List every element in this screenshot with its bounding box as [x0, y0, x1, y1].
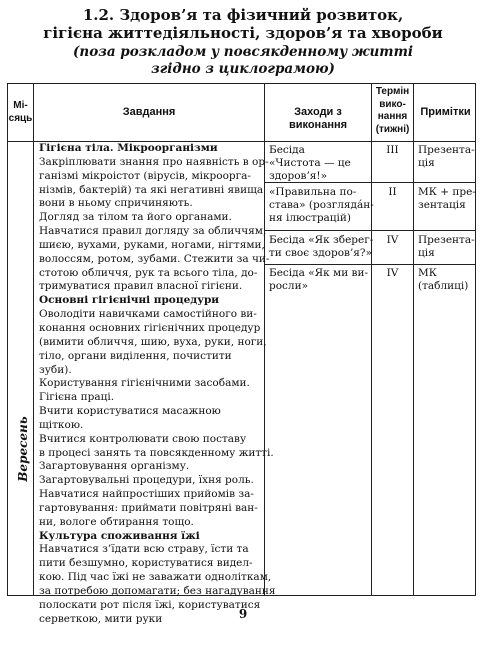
- page-number: 9: [238, 607, 248, 621]
- measure-cell: Бесіда «Чистота — це здоров’я!»: [269, 144, 351, 183]
- task-line: Вчити користуватися масажною: [39, 405, 221, 418]
- header-month: Мі- сяць: [8, 100, 33, 124]
- header-tasks: Завдання: [122, 106, 176, 118]
- task-line: Оволодіти навичками самостійного ви-: [39, 308, 257, 321]
- section-note-line2: згідно з циклограмою): [151, 61, 335, 77]
- section-subtitle: гігієна життедіяльності, здоров’я та хвороби: [43, 24, 443, 42]
- task-line: зуби).: [39, 363, 72, 376]
- notes-cell: МК + пре- зентація: [418, 186, 476, 212]
- task-line: Загартовування організму.: [39, 460, 190, 473]
- task-line: за потребою допомагати; без нагадування: [39, 585, 276, 597]
- task-line: ганізмі мікроістот (вірусів, мікроорга-: [39, 169, 251, 182]
- task-line: в процесі занять та повсякденному житті.: [39, 446, 274, 459]
- task-line: щіткою.: [39, 418, 84, 431]
- task-line: (вимити обличчя, шию, вуха, руки, ноги,: [39, 335, 267, 348]
- task-line: Користування гігієнічними засобами.: [39, 377, 250, 390]
- task-line: конання основних гігієнічних процедур: [39, 321, 261, 334]
- task-text: [39, 142, 276, 627]
- task-line: Гігієна праці.: [39, 391, 115, 404]
- task-line: кою. Під час їжі не заважати одноліткам,: [39, 571, 272, 584]
- notes-cell: Презента- ція: [418, 234, 475, 260]
- measure-cell: Бесіда «Як ми ви- росли»: [269, 267, 368, 293]
- task-line: тримуватися правил власної гігієни.: [39, 280, 243, 293]
- task-line: нізмів, бактерій) та які негативні явища: [39, 183, 264, 196]
- task-line: ни, вологе обтирання тощо.: [39, 515, 194, 528]
- task-line: серветкою, мити руки: [39, 612, 163, 625]
- notes-cell: МК (таблиці): [418, 267, 469, 293]
- task-line: Гігієна тіла. Мікроорганізми: [39, 142, 218, 154]
- task-line: Навчатися правил догляду за обличчям,: [39, 225, 267, 238]
- task-line: Основні гігієнічні процедури: [39, 294, 220, 307]
- task-line: Догляд за тілом та його органами.: [39, 211, 232, 224]
- term-cell: IV: [386, 267, 399, 279]
- task-line: шиєю, вухами, руками, ногами, нігтями,: [39, 238, 265, 251]
- task-line: вони в ньому спричиняють.: [39, 197, 193, 210]
- measure-cell: «Правильна по- става» (розгляда́н- ня ілюстрацій): [269, 186, 374, 225]
- task-line: пити безшумно, користуватися видел-: [39, 557, 253, 570]
- month-label: Вересень: [16, 416, 30, 482]
- task-line: тіло, органи виділення, почистити: [39, 349, 232, 362]
- notes-cell: Презента- ція: [418, 144, 475, 170]
- plan-table: [7, 83, 476, 625]
- task-line: полоскати рот після їжі, користуватися: [39, 598, 261, 611]
- task-line: Культура споживання їжі: [39, 529, 200, 542]
- measure-cell: Бесіда «Як зберег- ти своє здоров’я?»: [269, 234, 374, 260]
- section-note-line1: (поза розкладом у повсякденному житті: [73, 44, 413, 60]
- section-title: 1.2. Здоров’я та фізичний розвиток,: [82, 6, 404, 24]
- task-line: Навчатися з’їдати всю страву, їсти та: [39, 543, 249, 556]
- task-line: волоссям, ротом, зубами. Стежити за чи-: [39, 252, 270, 265]
- task-line: Вчитися контролювати свою поставу: [39, 432, 247, 445]
- term-cell: IV: [386, 234, 399, 246]
- header-notes: Примітки: [420, 106, 471, 118]
- task-line: Загартовувальні процедури, їхня роль.: [39, 474, 254, 487]
- header-term: Термін вико- нання (тижні): [375, 86, 410, 135]
- task-line: Навчатися найпростіших прийомів за-: [39, 488, 254, 501]
- task-line: стотою обличчя, рук та всього тіла, до-: [39, 266, 258, 279]
- task-line: гартовування: приймати повітряні ван-: [39, 501, 258, 514]
- task-line: Закріплювати знання про наявність в ор-: [39, 155, 269, 168]
- term-cell: III: [386, 144, 399, 156]
- term-cell: II: [388, 186, 397, 198]
- header-measures: Заходи з виконання: [288, 106, 348, 131]
